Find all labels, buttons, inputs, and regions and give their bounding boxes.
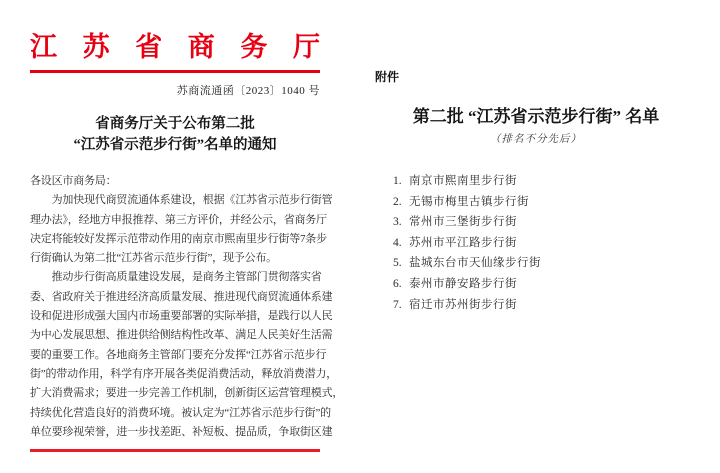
attachment-title: 第二批 “江苏省示范步行街” 名单 <box>412 107 660 126</box>
body-line: 持续优化营造良好的消费环境。被认定为“江苏省示范步行街”的 <box>30 406 331 419</box>
list-item-name: 盐城东台市天仙缘步行街 <box>409 257 541 270</box>
notice-title-line1: 省商务厅关于公布第二批 <box>95 116 255 132</box>
attachment-subtitle: （排名不分先后） <box>490 134 582 145</box>
list-item-number: 5. <box>393 257 402 270</box>
body-line: 各设区市商务局： <box>30 175 117 187</box>
list-item <box>393 274 697 295</box>
body-line: 单位要珍视荣誉，进一步找差距、补短板、提品质，争取街区建 <box>30 425 333 438</box>
list-item <box>393 212 697 233</box>
attachment-label: 附件 <box>375 70 400 84</box>
list-item <box>393 233 697 254</box>
list-item-number: 2. <box>393 195 402 208</box>
body-line: 要的重要工作。各地商务主管部门要充分发挥“江苏省示范步行 <box>30 348 327 361</box>
red-footer-rule <box>30 449 320 452</box>
notice-title <box>30 114 320 156</box>
list-item-name: 泰州市静安路步行街 <box>409 277 517 290</box>
document-number: 苏商流通函〔2023〕1040 号 <box>176 85 320 97</box>
body-line: 推动步行街高质量建设发展，是商务主管部门贯彻落实省 <box>30 271 322 284</box>
body-line: 设和促进形成强大国内市场重要部署的实际举措，是践行以人民 <box>30 310 333 323</box>
list-item-name: 南京市熙南里步行街 <box>409 175 517 187</box>
list-item-number: 7. <box>393 298 402 311</box>
list-item-number: 6. <box>393 277 402 290</box>
list-item <box>393 192 697 213</box>
body-line: 为加快现代商贸流通体系建设，根据《江苏省示范步行街管 <box>30 194 333 207</box>
body-line: 街”的带动作用，科学有序开展各类促消费活动，释放消费潜力， <box>30 367 338 380</box>
body-line: 行街确认为第二批“江苏省示范步行街”，现予公布。 <box>30 252 277 265</box>
notice-body <box>30 172 344 442</box>
list-item-number: 4. <box>393 236 402 249</box>
attachment-page <box>375 0 697 473</box>
body-line: 扩大消费需求；要进一步完善工作机制，创新街区运营管理模式， <box>30 387 344 400</box>
list-item-name: 宿迁市苏州街步行街 <box>409 298 517 311</box>
body-line: 决定将能较好发挥示范带动作用的南京市熙南里步行街等7条步 <box>30 232 327 245</box>
notice-page <box>30 0 344 473</box>
body-line: 理办法》，经地方申报推荐、第三方评价，并经公示，省商务厅 <box>30 213 327 226</box>
red-header-rule <box>30 70 320 73</box>
list-item-name: 常州市三堡街步行街 <box>409 216 517 229</box>
notice-title-line2: “江苏省示范步行街”名单的通知 <box>73 137 277 153</box>
body-line: 委、省政府关于推进经济高质量发展、推进现代商贸流通体系建 <box>30 290 333 303</box>
list-item <box>393 171 697 192</box>
body-line: 为中心发展思想、推进供给侧结构性改革、满足人民美好生活需 <box>30 329 333 342</box>
list-item-name: 苏州市平江路步行街 <box>409 236 517 249</box>
agency-header-title: 江苏省商务厅 <box>30 32 320 62</box>
list-item-number: 1. <box>393 175 402 187</box>
pedestrian-street-list <box>393 171 697 315</box>
list-item-number: 3. <box>393 216 402 229</box>
list-item-name: 无锡市梅里古镇步行街 <box>409 195 529 208</box>
list-item <box>393 295 697 316</box>
list-item <box>393 253 697 274</box>
